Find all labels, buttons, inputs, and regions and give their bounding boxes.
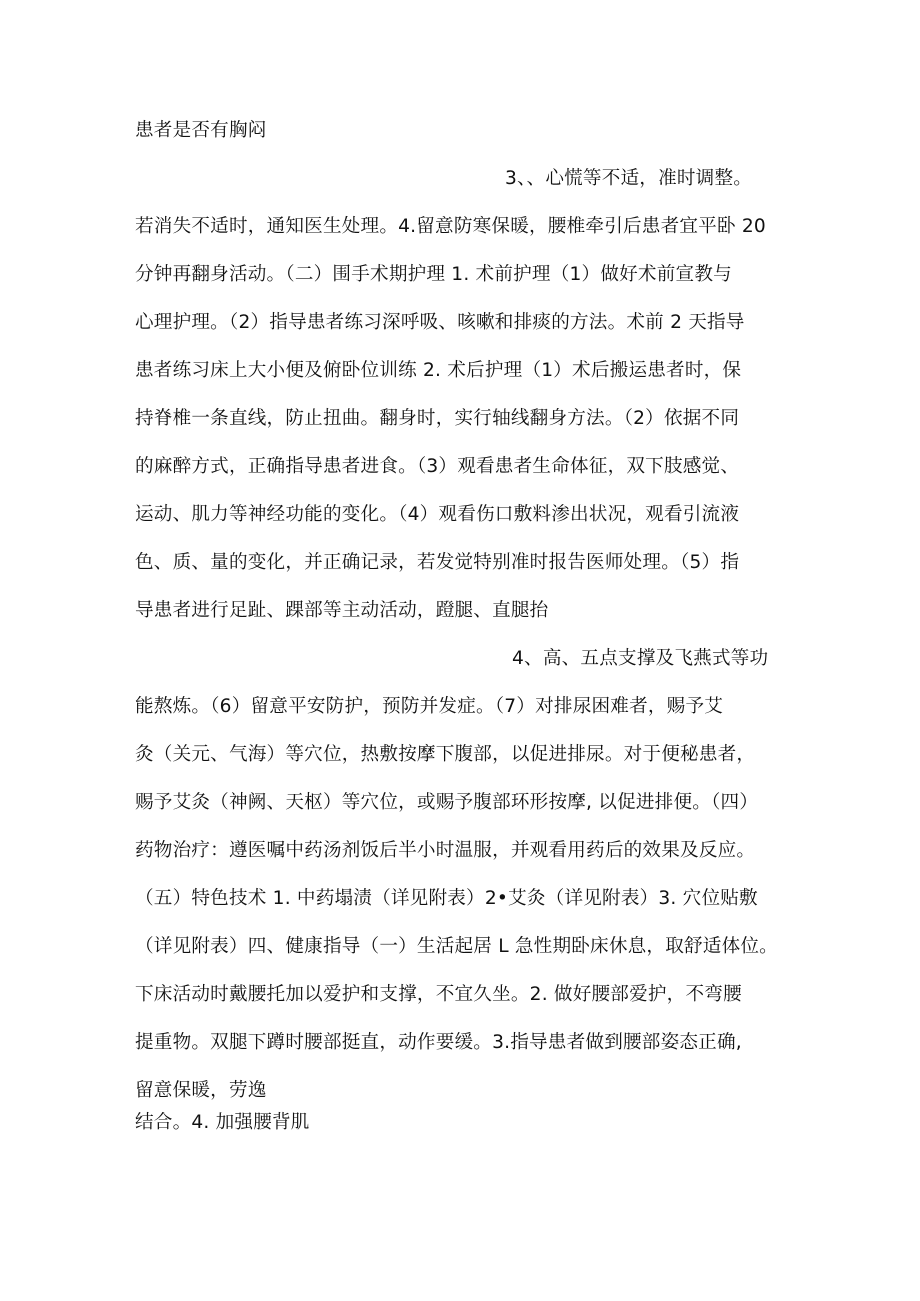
text-line-22: 结合。4. 加强腰背肌 (135, 1112, 310, 1133)
text-line-10: 色、质、量的变化，并正确记录，若发觉特别准时报告医师处理。（5）指 (135, 552, 740, 573)
text-line-5: 心理护理。（2）指导患者练习深呼吸、咳嗽和排痰的方法。术前 2 天指导 (135, 312, 745, 333)
text-line-11: 导患者进行足趾、踝部等主动活动，蹬腿、直腿抬 (135, 600, 549, 621)
text-line-14: 灸（关元、气海）等穴位，热敷按摩下腹部，以促进排尿。对于便秘患者， (135, 744, 756, 765)
text-line-19: 下床活动时戴腰托加以爱护和支撑，不宜久坐。2. 做好腰部爱护，不弯腰 (135, 984, 742, 1005)
text-line-21: 留意保暖，劳逸 (135, 1080, 267, 1101)
text-line-1: 患者是否有胸闷 (135, 120, 267, 141)
text-line-16: 药物治疗：遵医嘱中药汤剂饭后半小时温服，并观看用药后的效果及反应。 (135, 840, 756, 861)
text-line-20: 提重物。双腿下蹲时腰部挺直，动作要缓。3.指导患者做到腰部姿态正确, (135, 1032, 742, 1053)
text-line-2: 3、、心慌等不适，准时调整。 (505, 168, 753, 189)
text-line-8: 的麻醉方式，正确指导患者进食。（3）观看患者生命体征，双下肢感觉、 (135, 456, 740, 477)
text-line-7: 持脊椎一条直线，防止扭曲。翻身时，实行轴线翻身方法。（2）依据不同 (135, 408, 740, 429)
text-line-17: （五）特色技术 1. 中药塌渍（详见附表）2•艾灸（详见附表）3. 穴位贴敷 (135, 888, 758, 909)
text-line-15: 赐予艾灸（神阙、天枢）等穴位，或赐予腹部环形按摩, 以促进排便。（四） (135, 792, 759, 813)
text-line-9: 运动、肌力等神经功能的变化。（4）观看伤口敷料渗出状况，观看引流液 (135, 504, 740, 525)
text-line-6: 患者练习床上大小便及俯卧位训练 2. 术后护理（1）术后搬运患者时，保 (135, 360, 742, 381)
text-line-3: 若消失不适时，通知医生处理。4.留意防寒保暖，腰椎牵引后患者宜平卧 20 (135, 216, 766, 237)
text-line-4: 分钟再翻身活动。（二）围手术期护理 1. 术前护理（1）做好术前宣教与 (135, 264, 732, 285)
text-line-12: 4、高、五点支撑及飞燕式等功 (512, 648, 769, 669)
text-line-18: （详见附表）四、健康指导（一）生活起居 L 急性期卧床休息，取舒适体位。 (135, 936, 778, 957)
text-line-13: 能熬炼。（6）留意平安防护，预防并发症。（7）对排尿困难者，赐予艾 (135, 696, 724, 717)
